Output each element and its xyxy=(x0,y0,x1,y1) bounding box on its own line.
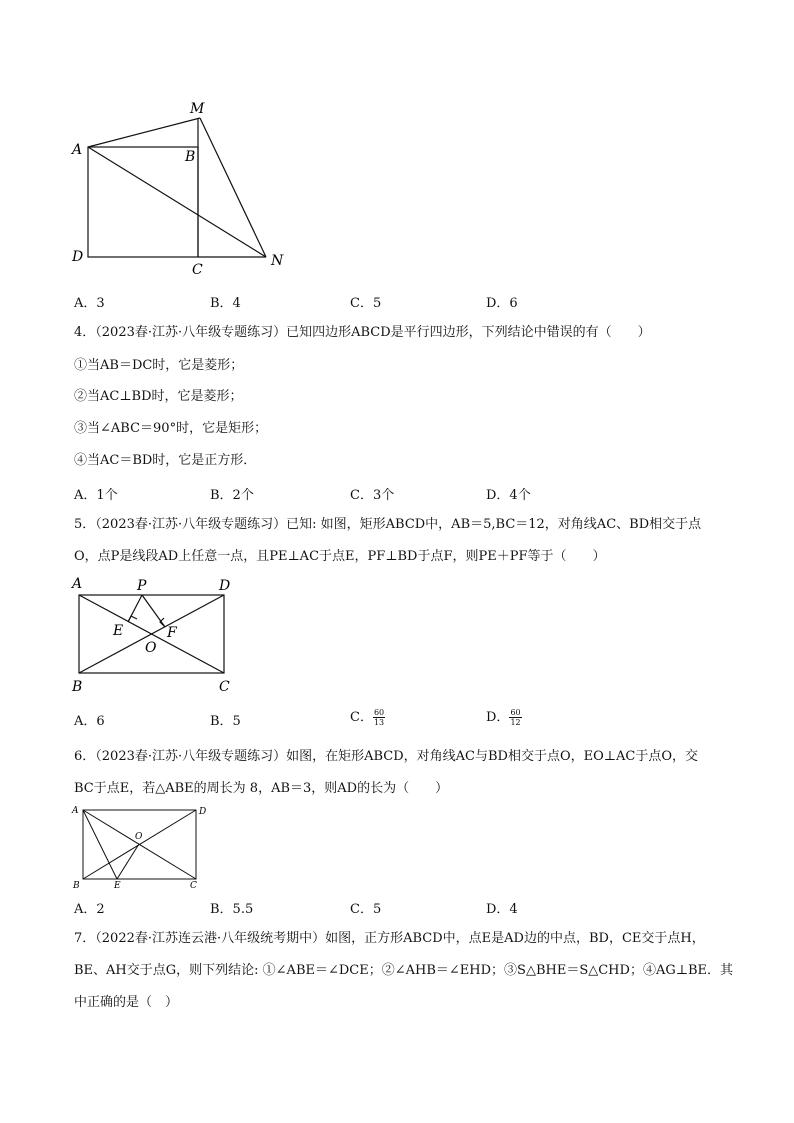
q5-option-d[interactable]: D． $\frac{60}{12}$ xyxy=(486,708,521,727)
q4-option-d[interactable]: D．4个 xyxy=(486,488,531,503)
label-o: O xyxy=(145,640,157,656)
q7-stem-line2: BE、AH交于点G，则下列结论: ①∠ABE＝∠DCE；②∠AHB＝∠EHD；③S△BHE＝S△CHD；④AG⊥BE．其 xyxy=(74,963,733,978)
q4-option-b[interactable]: B．2个 xyxy=(210,488,254,503)
q3-option-c[interactable]: C．5 xyxy=(350,296,382,311)
label-d: D xyxy=(72,249,84,265)
q5-option-d-fraction: $\frac{60}{12}$ xyxy=(510,708,521,727)
q7-stem-line1: 7．（2022春·江苏连云港·八年级统考期中）如图，正方形ABCD中，点E是AD边的中点，BD，CE交于点H， xyxy=(74,931,705,946)
figure-q3 xyxy=(66,96,296,276)
label-a: A xyxy=(72,142,83,158)
q5-option-a[interactable]: A．6 xyxy=(74,714,105,729)
q6-options xyxy=(74,898,694,918)
segment-oe xyxy=(117,844,139,879)
square-abcd xyxy=(88,147,198,257)
label-n: N xyxy=(271,253,284,269)
q4-item-4: ④当AC＝BD时，它是正方形． xyxy=(74,453,257,468)
q5-options xyxy=(74,710,694,730)
q5-option-c[interactable]: C． $\frac{60}{13}$ xyxy=(350,708,385,727)
q5-stem-line2: O，点P是线段AD上任意一点，且PE⊥AC于点E，PF⊥BD于点F，则PE＋PF等于（ ） xyxy=(74,549,606,564)
label-f: F xyxy=(167,625,177,641)
q4-item-2: ②当AC⊥BD时，它是菱形； xyxy=(74,389,243,404)
segment-pf xyxy=(142,595,165,627)
q3-option-d[interactable]: D．6 xyxy=(486,296,518,311)
q4-item-1: ①当AB＝DC时，它是菱形； xyxy=(74,358,244,373)
label-a: A xyxy=(72,576,83,592)
q3-options xyxy=(74,292,694,312)
label-b: B xyxy=(73,881,80,891)
q4-option-c[interactable]: C．3个 xyxy=(350,488,395,503)
figure-q6 xyxy=(68,802,208,892)
label-d: D xyxy=(219,578,231,594)
label-a: A xyxy=(72,806,79,816)
segment-am xyxy=(88,118,200,147)
q6-option-d[interactable]: D．4 xyxy=(486,902,518,917)
q4-item-3: ③当∠ABC＝90°时，它是矩形； xyxy=(74,421,268,436)
q6-stem-line1: 6．（2023春·江苏·八年级专题练习）如图，在矩形ABCD，对角线AC与BD相交于点O，EO⊥AC于点O，交 xyxy=(74,749,699,764)
label-c: C xyxy=(190,881,197,891)
label-c: C xyxy=(192,262,203,276)
q4-stem: 4．（2023春·江苏·八年级专题练习）已知四边形ABCD是平行四边形，下列结论中错误的有（ ） xyxy=(74,325,651,340)
q3-option-a[interactable]: A．3 xyxy=(74,296,105,311)
label-e: E xyxy=(114,881,121,891)
label-m: M xyxy=(190,101,205,117)
q6-stem-line2: BC于点E，若△ABE的周长为 8，AB＝3，则AD的长为（ ） xyxy=(74,781,449,796)
q4-options xyxy=(74,484,694,504)
q3-option-b[interactable]: B．4 xyxy=(210,296,241,311)
label-p: P xyxy=(137,578,147,594)
label-b: B xyxy=(72,679,83,695)
q5-stem-line1: 5．（2023春·江苏·八年级专题练习）已知: 如图，矩形ABCD中，AB＝5,BC＝12，对角线AC、BD相交于点 xyxy=(74,517,702,532)
q4-option-a[interactable]: A．1个 xyxy=(74,488,118,503)
label-d: D xyxy=(199,807,207,817)
q7-stem-line3: 中正确的是（ ） xyxy=(74,995,179,1010)
label-e: E xyxy=(113,623,124,639)
q6-option-b[interactable]: B．5.5 xyxy=(210,902,254,917)
q5-option-b[interactable]: B．5 xyxy=(210,714,241,729)
label-o: O xyxy=(135,832,143,842)
label-c: C xyxy=(219,679,230,695)
figure-q5 xyxy=(64,574,254,698)
label-b: B xyxy=(185,149,196,165)
right-angle-e xyxy=(128,616,137,622)
q6-option-a[interactable]: A．2 xyxy=(74,902,105,917)
q6-option-c[interactable]: C．5 xyxy=(350,902,382,917)
q5-option-c-fraction: $\frac{60}{13}$ xyxy=(373,708,385,727)
